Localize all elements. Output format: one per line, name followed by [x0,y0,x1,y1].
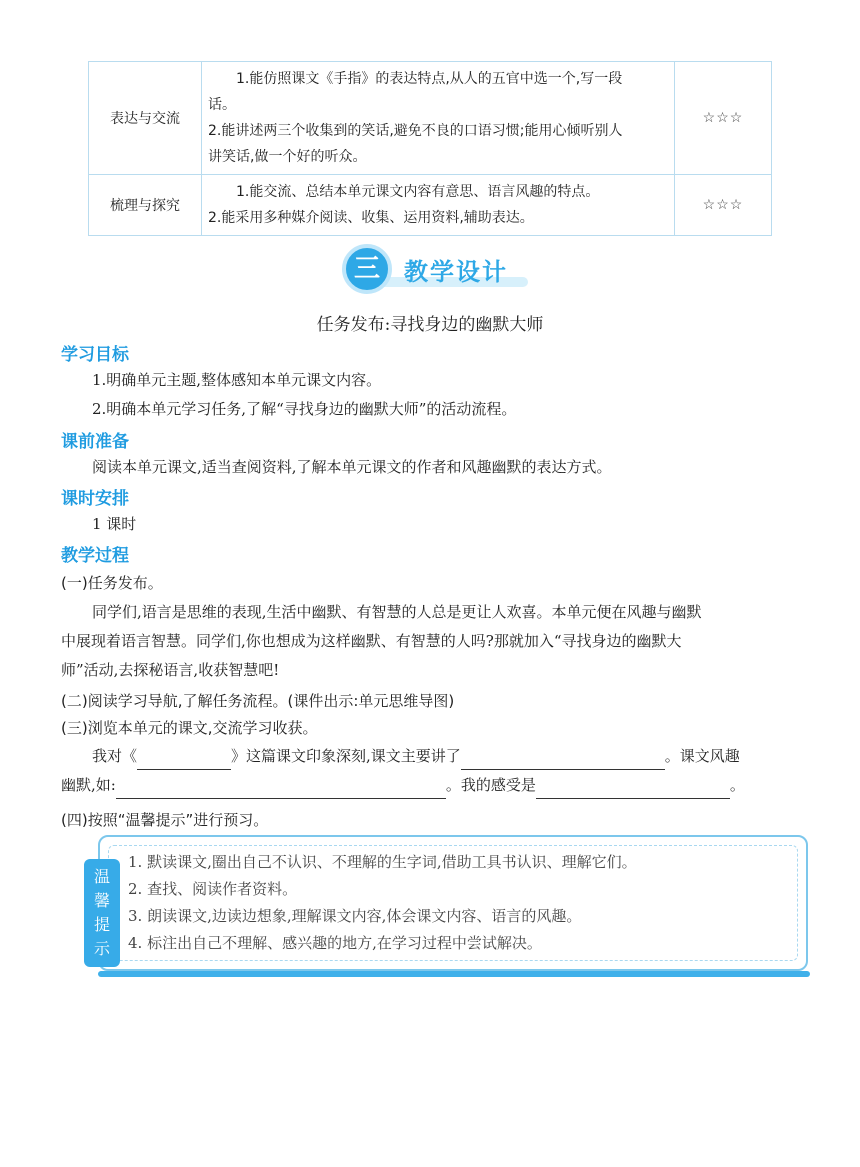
criteria-line: 1.能交流、总结本单元课文内容有意思、语言风趣的特点。 [236,184,600,200]
tips-box [84,835,810,979]
tip-item: 1. 默读课文,圈出自己不认识、不理解的生字词,借助工具书认识、理解它们。 [128,853,637,871]
rating-stars: ☆☆☆ [675,175,772,236]
tip-item: 4. 标注出自己不理解、感兴趣的地方,在学习过程中尝试解决。 [128,934,542,952]
criteria-cell [202,175,675,236]
task-title: 任务发布:寻找身边的幽默大师 [316,315,544,335]
paragraph-line: 中展现着语言智慧。同学们,你也想成为这样幽默、有智慧的人吗?那就加入“寻找身边的幽默大 [61,632,682,650]
tips-label-char: 提 [93,915,110,934]
category-cell: 梳理与探究 [89,175,202,236]
evaluation-table [88,61,772,236]
step-2: (二)阅读学习导航,了解任务流程。(课件出示:单元思维导图) [61,692,455,710]
tips-label [84,859,120,967]
criteria-line: 讲笑话,做一个好的听众。 [208,149,367,165]
tips-label-char: 示 [93,939,110,958]
tip-item: 3. 朗读课文,边读边想象,理解课文内容,体会课文内容、语言的风趣。 [128,907,582,925]
table-row [89,175,772,236]
category-cell: 表达与交流 [89,62,202,175]
heading-schedule: 课时安排 [61,489,129,509]
rating-stars: ☆☆☆ [675,62,772,175]
fill-text: 。我的感受是 [445,776,536,794]
tip-item: 2. 查找、阅读作者资料。 [128,880,298,898]
step-3: (三)浏览本单元的课文,交流学习收获。 [61,719,318,737]
step-1: (一)任务发布。 [61,574,163,592]
tips-label-char: 温 [93,867,110,886]
section-number-badge: 三 [342,244,392,294]
heading-process: 教学过程 [61,546,129,566]
schedule-text: 1 课时 [92,515,137,533]
prep-text: 阅读本单元课文,适当查阅资料,了解本单元课文的作者和风趣幽默的表达方式。 [92,458,612,476]
table-row [89,62,772,175]
fill-text: 。 [729,776,745,794]
fill-text: 》这篇课文印象深刻,课文主要讲了 [231,747,461,765]
blank-line [137,753,231,770]
criteria-line: 话。 [208,97,236,113]
tips-base-bar [98,971,810,977]
section-title: 教学设计 [404,258,508,286]
fill-blank-line [61,771,745,799]
tips-list [128,849,637,957]
criteria-cell [202,62,675,175]
blank-line [116,782,446,799]
heading-goals: 学习目标 [61,345,129,365]
fill-text: 。课文风趣 [664,747,740,765]
goal-item: 1.明确单元主题,整体感知本单元课文内容。 [92,371,382,389]
paragraph-line: 师”活动,去探秘语言,收获智慧吧! [61,661,280,679]
heading-prep: 课前准备 [61,432,129,452]
section-banner [340,244,530,296]
fill-text: 幽默,如: [61,776,116,794]
fill-blank-line [92,742,740,770]
step-4: (四)按照“温馨提示”进行预习。 [61,811,269,829]
criteria-line: 2.能采用多种媒介阅读、收集、运用资料,辅助表达。 [208,210,534,226]
tips-label-char: 馨 [93,891,110,910]
criteria-line: 1.能仿照课文《手指》的表达特点,从人的五官中选一个,写一段 [236,71,623,87]
paragraph-line: 同学们,语言是思维的表现,生活中幽默、有智慧的人总是更让人欢喜。本单元便在风趣与幽默 [92,603,702,621]
fill-text: 我对《 [92,747,138,765]
goal-item: 2.明确本单元学习任务,了解“寻找身边的幽默大师”的活动流程。 [92,400,517,418]
criteria-line: 2.能讲述两三个收集到的笑话,避免不良的口语习惯;能用心倾听别人 [208,123,623,139]
blank-line [536,782,730,799]
blank-line [461,753,665,770]
